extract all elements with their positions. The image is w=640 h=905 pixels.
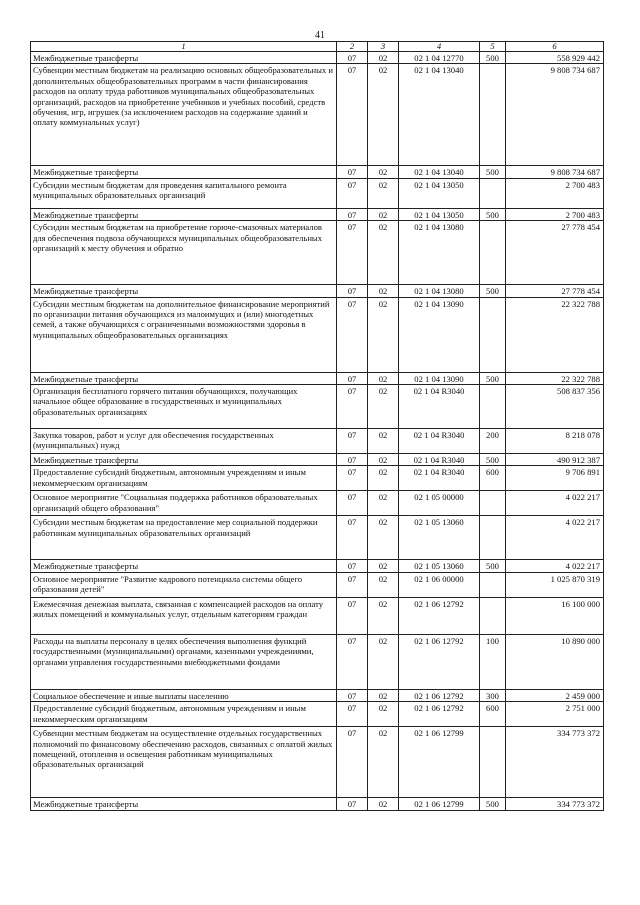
column-header: 4 xyxy=(399,42,480,52)
section-cell: 07 xyxy=(337,178,368,208)
expense-type-cell: 500 xyxy=(480,454,506,466)
expense-type-cell xyxy=(480,597,506,634)
section-cell: 07 xyxy=(337,385,368,429)
section-cell: 07 xyxy=(337,297,368,372)
table-row xyxy=(31,385,604,429)
row-name-cell: Субсидии местным бюджетам для проведения капитального ремонта муниципальных образовательных организаций xyxy=(31,178,337,208)
subsection-cell: 02 xyxy=(368,454,399,466)
subsection-cell: 02 xyxy=(368,491,399,516)
table-row xyxy=(31,166,604,178)
section-cell: 07 xyxy=(337,560,368,572)
target-code-cell: 02 1 04 13040 xyxy=(399,166,480,178)
row-name-cell: Субсидии местным бюджетам на приобретение горюче-смазочных материалов для обеспечения подвоза обучающихся муниципальных общеобразовательных организаций к месту обучения и обратно xyxy=(31,221,337,285)
column-header: 2 xyxy=(337,42,368,52)
target-code-cell: 02 1 06 12799 xyxy=(399,798,480,810)
expense-type-cell xyxy=(480,516,506,560)
row-name-cell: Основное мероприятие "Социальная поддержка работников образовательных организаций общего образования" xyxy=(31,491,337,516)
section-cell: 07 xyxy=(337,372,368,384)
expense-type-cell xyxy=(480,491,506,516)
column-header: 1 xyxy=(31,42,337,52)
subsection-cell: 02 xyxy=(368,560,399,572)
amount-cell: 16 100 000 xyxy=(506,597,604,634)
table-row xyxy=(31,702,604,727)
target-code-cell: 02 1 04 13090 xyxy=(399,372,480,384)
row-name-cell: Межбюджетные трансферты xyxy=(31,454,337,466)
table-row xyxy=(31,516,604,560)
row-name-cell: Субвенции местным бюджетам на реализацию основных общеобразовательных и дополнительных общеобразовательных программ в части финансирования расходов на оплату труда работников муниципальных общеобразовательных организаций, расходов на приобретение учебников и учебных пособий, средств обучения, игр, игрушек (за исключением расходов на содержание зданий и оплату коммунальных услуг) xyxy=(31,64,337,166)
expense-type-cell: 200 xyxy=(480,429,506,454)
row-name-cell: Основное мероприятие "Развитие кадрового потенциала системы общего образования детей" xyxy=(31,572,337,597)
row-name-cell: Субсидии местным бюджетам на предоставление мер социальной поддержки работникам муниципальных образовательных организаций xyxy=(31,516,337,560)
section-cell: 07 xyxy=(337,166,368,178)
subsection-cell: 02 xyxy=(368,798,399,810)
table-row xyxy=(31,466,604,491)
target-code-cell: 02 1 06 12792 xyxy=(399,597,480,634)
subsection-cell: 02 xyxy=(368,516,399,560)
amount-cell: 27 778 454 xyxy=(506,221,604,285)
expense-type-cell: 500 xyxy=(480,372,506,384)
column-header: 6 xyxy=(506,42,604,52)
target-code-cell: 02 1 04 13080 xyxy=(399,221,480,285)
expense-type-cell xyxy=(480,297,506,372)
header-row xyxy=(31,42,604,52)
table-row xyxy=(31,208,604,220)
amount-cell: 27 778 454 xyxy=(506,285,604,297)
table-row xyxy=(31,689,604,701)
target-code-cell: 02 1 06 12792 xyxy=(399,702,480,727)
column-header: 3 xyxy=(368,42,399,52)
budget-table xyxy=(30,41,604,811)
table-row xyxy=(31,178,604,208)
expense-type-cell: 500 xyxy=(480,52,506,64)
target-code-cell: 02 1 04 R3040 xyxy=(399,385,480,429)
section-cell: 07 xyxy=(337,634,368,689)
expense-type-cell xyxy=(480,385,506,429)
table-row xyxy=(31,64,604,166)
table-row xyxy=(31,572,604,597)
amount-cell: 2 751 000 xyxy=(506,702,604,727)
expense-type-cell xyxy=(480,178,506,208)
amount-cell: 8 218 078 xyxy=(506,429,604,454)
table-row xyxy=(31,221,604,285)
subsection-cell: 02 xyxy=(368,466,399,491)
section-cell: 07 xyxy=(337,798,368,810)
section-cell: 07 xyxy=(337,572,368,597)
expense-type-cell: 300 xyxy=(480,689,506,701)
section-cell: 07 xyxy=(337,466,368,491)
amount-cell: 4 022 217 xyxy=(506,516,604,560)
section-cell: 07 xyxy=(337,702,368,727)
table-row xyxy=(31,798,604,810)
section-cell: 07 xyxy=(337,727,368,798)
amount-cell: 2 700 483 xyxy=(506,208,604,220)
section-cell: 07 xyxy=(337,285,368,297)
row-name-cell: Субсидии местным бюджетам на дополнительное финансирование мероприятий по организации питания обучающихся из малоимущих и (или) многодетных семей, а также обучающихся с ограниченными возможностями здоровья в муниципальных общеобразовательных организациях xyxy=(31,297,337,372)
page-number: 41 xyxy=(315,30,325,41)
expense-type-cell xyxy=(480,64,506,166)
subsection-cell: 02 xyxy=(368,166,399,178)
table-row xyxy=(31,285,604,297)
subsection-cell: 02 xyxy=(368,372,399,384)
target-code-cell: 02 1 06 00000 xyxy=(399,572,480,597)
expense-type-cell: 100 xyxy=(480,634,506,689)
subsection-cell: 02 xyxy=(368,597,399,634)
column-header: 5 xyxy=(480,42,506,52)
section-cell: 07 xyxy=(337,221,368,285)
row-name-cell: Межбюджетные трансферты xyxy=(31,560,337,572)
row-name-cell: Расходы на выплаты персоналу в целях обеспечения выполнения функций государственными (муниципальными) органами, казенными учреждениями, органами управления государственными внебюджетными фондами xyxy=(31,634,337,689)
expense-type-cell: 500 xyxy=(480,560,506,572)
expense-type-cell: 600 xyxy=(480,466,506,491)
subsection-cell: 02 xyxy=(368,572,399,597)
amount-cell: 334 773 372 xyxy=(506,798,604,810)
expense-type-cell: 500 xyxy=(480,798,506,810)
target-code-cell: 02 1 06 12792 xyxy=(399,634,480,689)
amount-cell: 508 837 356 xyxy=(506,385,604,429)
subsection-cell: 02 xyxy=(368,52,399,64)
amount-cell: 2 459 000 xyxy=(506,689,604,701)
target-code-cell: 02 1 05 13060 xyxy=(399,560,480,572)
table-row xyxy=(31,560,604,572)
section-cell: 07 xyxy=(337,64,368,166)
table-row xyxy=(31,297,604,372)
row-name-cell: Межбюджетные трансферты xyxy=(31,285,337,297)
table-row xyxy=(31,372,604,384)
amount-cell: 22 322 788 xyxy=(506,297,604,372)
section-cell: 07 xyxy=(337,454,368,466)
expense-type-cell xyxy=(480,727,506,798)
subsection-cell: 02 xyxy=(368,64,399,166)
subsection-cell: 02 xyxy=(368,208,399,220)
subsection-cell: 02 xyxy=(368,429,399,454)
subsection-cell: 02 xyxy=(368,634,399,689)
amount-cell: 490 912 387 xyxy=(506,454,604,466)
section-cell: 07 xyxy=(337,516,368,560)
section-cell: 07 xyxy=(337,689,368,701)
subsection-cell: 02 xyxy=(368,297,399,372)
target-code-cell: 02 1 04 13050 xyxy=(399,208,480,220)
table-row xyxy=(31,634,604,689)
table-row xyxy=(31,727,604,798)
amount-cell: 9 808 734 687 xyxy=(506,166,604,178)
subsection-cell: 02 xyxy=(368,221,399,285)
target-code-cell: 02 1 06 12799 xyxy=(399,727,480,798)
amount-cell: 558 929 442 xyxy=(506,52,604,64)
expense-type-cell: 600 xyxy=(480,702,506,727)
row-name-cell: Ежемесячная денежная выплата, связанная с компенсацией расходов на оплату жилых помещений и коммунальных услуг, отдельным категориям граждан xyxy=(31,597,337,634)
row-name-cell: Организация бесплатного горячего питания обучающихся, получающих начальное общее образование в государственных и муниципальных образовательных организациях xyxy=(31,385,337,429)
row-name-cell: Межбюджетные трансферты xyxy=(31,52,337,64)
subsection-cell: 02 xyxy=(368,689,399,701)
row-name-cell: Предоставление субсидий бюджетным, автономным учреждениям и иным некоммерческим организациям xyxy=(31,466,337,491)
section-cell: 07 xyxy=(337,208,368,220)
row-name-cell: Предоставление субсидий бюджетным, автономным учреждениям и иным некоммерческим организациям xyxy=(31,702,337,727)
target-code-cell: 02 1 04 13080 xyxy=(399,285,480,297)
target-code-cell: 02 1 04 R3040 xyxy=(399,466,480,491)
subsection-cell: 02 xyxy=(368,178,399,208)
subsection-cell: 02 xyxy=(368,702,399,727)
target-code-cell: 02 1 05 00000 xyxy=(399,491,480,516)
section-cell: 07 xyxy=(337,597,368,634)
row-name-cell: Закупка товаров, работ и услуг для обеспечения государственных (муниципальных) нужд xyxy=(31,429,337,454)
expense-type-cell: 500 xyxy=(480,166,506,178)
target-code-cell: 02 1 04 R3040 xyxy=(399,429,480,454)
amount-cell: 1 025 870 319 xyxy=(506,572,604,597)
row-name-cell: Межбюджетные трансферты xyxy=(31,208,337,220)
amount-cell: 10 890 000 xyxy=(506,634,604,689)
row-name-cell: Межбюджетные трансферты xyxy=(31,372,337,384)
target-code-cell: 02 1 04 13050 xyxy=(399,178,480,208)
section-cell: 07 xyxy=(337,52,368,64)
target-code-cell: 02 1 04 R3040 xyxy=(399,454,480,466)
target-code-cell: 02 1 04 13090 xyxy=(399,297,480,372)
amount-cell: 2 700 483 xyxy=(506,178,604,208)
row-name-cell: Социальное обеспечение и иные выплаты населению xyxy=(31,689,337,701)
row-name-cell: Межбюджетные трансферты xyxy=(31,166,337,178)
expense-type-cell xyxy=(480,572,506,597)
subsection-cell: 02 xyxy=(368,285,399,297)
row-name-cell: Межбюджетные трансферты xyxy=(31,798,337,810)
subsection-cell: 02 xyxy=(368,385,399,429)
subsection-cell: 02 xyxy=(368,727,399,798)
table-row xyxy=(31,454,604,466)
table-row xyxy=(31,52,604,64)
table-row xyxy=(31,597,604,634)
target-code-cell: 02 1 06 12792 xyxy=(399,689,480,701)
target-code-cell: 02 1 05 13060 xyxy=(399,516,480,560)
amount-cell: 22 322 788 xyxy=(506,372,604,384)
amount-cell: 334 773 372 xyxy=(506,727,604,798)
expense-type-cell xyxy=(480,221,506,285)
section-cell: 07 xyxy=(337,491,368,516)
table-row xyxy=(31,491,604,516)
target-code-cell: 02 1 04 12770 xyxy=(399,52,480,64)
amount-cell: 9 706 891 xyxy=(506,466,604,491)
target-code-cell: 02 1 04 13040 xyxy=(399,64,480,166)
amount-cell: 4 022 217 xyxy=(506,560,604,572)
table-row xyxy=(31,429,604,454)
amount-cell: 4 022 217 xyxy=(506,491,604,516)
expense-type-cell: 500 xyxy=(480,285,506,297)
section-cell: 07 xyxy=(337,429,368,454)
expense-type-cell: 500 xyxy=(480,208,506,220)
row-name-cell: Субвенции местным бюджетам на осуществление отдельных государственных полномочий по финансовому обеспечению расходов, связанных с оплатой жилых помещений, отопления и освещения работникам муниципальных образовательных организаций xyxy=(31,727,337,798)
amount-cell: 9 808 734 687 xyxy=(506,64,604,166)
